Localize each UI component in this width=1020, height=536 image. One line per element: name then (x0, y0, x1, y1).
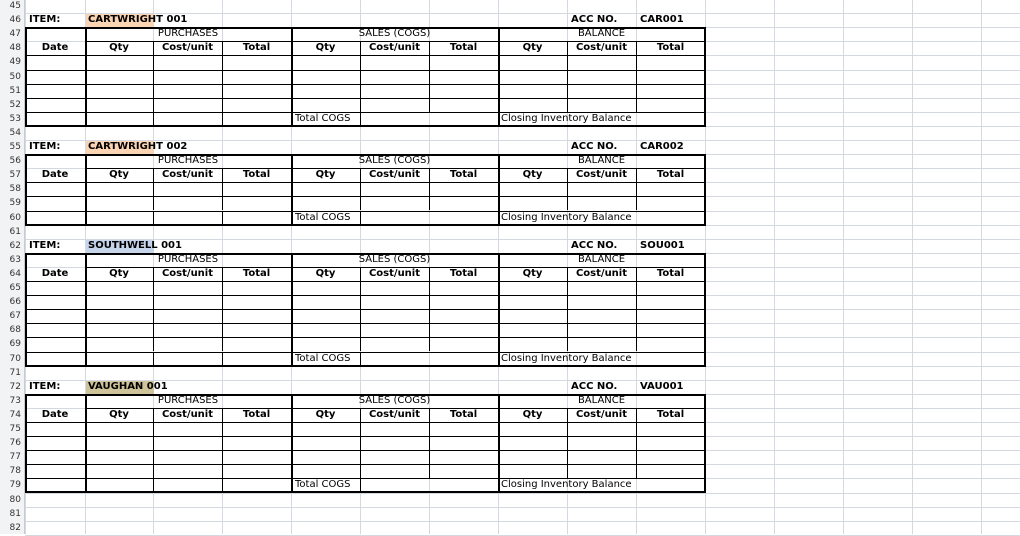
header-rule (25, 182, 705, 183)
qty-header: Qty (109, 42, 129, 54)
cost-unit-header: Cost/unit (368, 408, 421, 420)
row-number[interactable]: 67 (9, 311, 21, 322)
acc-no-label: ACC NO. (571, 141, 618, 152)
row-rule (25, 196, 705, 197)
total-header: Total (656, 42, 685, 54)
qty-header: Qty (315, 267, 336, 279)
closing-balance-label: Closing Inventory Balance (501, 112, 632, 124)
purchases-header: PURCHASES (157, 253, 219, 265)
row-number[interactable]: 77 (9, 452, 21, 463)
cost-unit-header: Cost/unit (575, 267, 628, 279)
row-number[interactable]: 48 (9, 43, 21, 54)
row-number[interactable]: 71 (9, 367, 21, 378)
cost-unit-header: Cost/unit (368, 267, 421, 279)
column-divider (360, 352, 361, 366)
row-number[interactable]: 62 (9, 240, 21, 251)
cost-unit-header: Cost/unit (368, 42, 421, 54)
purchases-header: PURCHASES (157, 394, 219, 406)
balance-header: BALANCE (577, 394, 626, 406)
sales-header: SALES (COGS) (358, 28, 431, 40)
total-header: Total (242, 169, 271, 181)
row-number[interactable]: 56 (9, 156, 21, 167)
closing-balance-label: Closing Inventory Balance (501, 211, 632, 223)
item-label: ITEM: (29, 380, 61, 392)
column-divider (153, 211, 154, 225)
row-gridline (25, 521, 1020, 522)
row-number[interactable]: 65 (9, 283, 21, 293)
row-rule (25, 309, 705, 310)
closing-balance-label: Closing Inventory Balance (501, 479, 632, 491)
purchases-header: PURCHASES (157, 28, 219, 40)
row-rule (25, 70, 705, 71)
item-label: ITEM: (29, 14, 61, 26)
row-rule (25, 337, 705, 338)
acc-no-value[interactable]: CAR002 (640, 141, 684, 152)
row-number[interactable]: 52 (9, 99, 21, 110)
row-rule (25, 450, 705, 451)
row-number[interactable]: 55 (9, 142, 21, 152)
item-label: ITEM: (29, 239, 61, 251)
row-gridline (25, 380, 1020, 381)
column-divider (222, 478, 223, 492)
cost-unit-header: Cost/unit (161, 267, 214, 279)
row-number[interactable]: 79 (9, 480, 21, 491)
row-number[interactable]: 82 (9, 522, 21, 533)
row-number[interactable]: 61 (9, 226, 21, 237)
total-cogs-label: Total COGS (295, 112, 351, 124)
column-divider (360, 478, 361, 492)
row-number[interactable]: 78 (9, 466, 21, 477)
column-divider (222, 112, 223, 126)
qty-header: Qty (315, 408, 336, 420)
balance-header: BALANCE (577, 253, 626, 265)
acc-no-value[interactable]: SOU001 (640, 239, 685, 251)
date-header: Date (41, 267, 69, 279)
row-gridline (25, 507, 1020, 508)
cost-unit-header: Cost/unit (161, 408, 214, 420)
cost-unit-header: Cost/unit (368, 169, 421, 181)
row-number[interactable]: 57 (9, 170, 21, 181)
balance-header: BALANCE (577, 155, 626, 167)
row-number[interactable]: 54 (9, 127, 21, 138)
qty-header: Qty (109, 408, 129, 420)
total-cogs-label: Total COGS (295, 352, 351, 364)
row-number[interactable]: 72 (9, 381, 21, 392)
cost-unit-header: Cost/unit (575, 169, 628, 181)
total-header: Total (656, 408, 685, 420)
item-name[interactable]: VAUGHAN 001 (88, 380, 168, 392)
row-number[interactable]: 75 (9, 424, 21, 434)
row-number[interactable]: 46 (9, 15, 21, 26)
qty-header: Qty (522, 169, 543, 181)
row-number[interactable]: 60 (9, 212, 21, 223)
row-number[interactable]: 59 (9, 198, 21, 209)
row-rule (25, 323, 705, 324)
item-label: ITEM: (29, 141, 61, 152)
row-number[interactable]: 53 (9, 113, 21, 124)
sales-header: SALES (COGS) (358, 253, 431, 265)
row-number[interactable]: 81 (9, 508, 21, 519)
qty-header: Qty (315, 42, 336, 54)
qty-header: Qty (315, 169, 336, 181)
row-number[interactable]: 80 (9, 494, 21, 505)
total-header: Total (656, 169, 685, 181)
cost-unit-header: Cost/unit (575, 408, 628, 420)
sales-header: SALES (COGS) (358, 394, 431, 406)
row-number[interactable]: 47 (9, 29, 21, 40)
acc-no-value[interactable]: VAU001 (640, 380, 684, 392)
row-number[interactable]: 50 (9, 71, 21, 82)
total-header: Total (449, 42, 478, 54)
cost-unit-header: Cost/unit (161, 42, 214, 54)
row-number[interactable]: 66 (9, 297, 21, 308)
item-name[interactable]: SOUTHWELL 001 (88, 239, 182, 251)
column-divider (222, 352, 223, 366)
date-header: Date (41, 169, 69, 181)
item-name[interactable]: CARTWRIGHT 002 (88, 141, 188, 152)
total-header: Total (449, 267, 478, 279)
cost-unit-header: Cost/unit (161, 169, 214, 181)
closing-balance-label: Closing Inventory Balance (501, 352, 632, 364)
total-header: Total (449, 408, 478, 420)
balance-header: BALANCE (577, 28, 626, 40)
column-divider (153, 478, 154, 492)
sales-header: SALES (COGS) (358, 155, 431, 167)
total-header: Total (242, 42, 271, 54)
item-name[interactable]: CARTWRIGHT 001 (88, 14, 188, 26)
column-divider (360, 112, 361, 126)
column-divider (360, 211, 361, 225)
header-rule (25, 422, 705, 423)
row-number[interactable]: 68 (9, 325, 21, 336)
row-number[interactable]: 64 (9, 268, 21, 279)
row-number[interactable]: 70 (9, 353, 21, 364)
row-number[interactable]: 45 (9, 1, 21, 11)
row-rule (25, 84, 705, 85)
row-rule (25, 98, 705, 99)
row-number[interactable]: 63 (9, 254, 21, 265)
column-divider (222, 211, 223, 225)
cost-unit-header: Cost/unit (575, 42, 628, 54)
date-header: Date (41, 408, 69, 420)
total-header: Total (242, 408, 271, 420)
qty-header: Qty (109, 169, 129, 181)
row-number[interactable]: 51 (9, 85, 21, 96)
qty-header: Qty (522, 42, 543, 54)
column-divider (153, 112, 154, 126)
total-cogs-label: Total COGS (295, 479, 351, 491)
acc-no-label: ACC NO. (571, 380, 618, 392)
date-header: Date (41, 42, 69, 54)
row-number[interactable]: 73 (9, 395, 21, 406)
row-number[interactable]: 74 (9, 409, 21, 420)
row-number[interactable]: 49 (9, 57, 21, 68)
acc-no-label: ACC NO. (571, 239, 618, 251)
total-cogs-label: Total COGS (295, 211, 351, 223)
header-rule (25, 281, 705, 282)
row-rule (25, 464, 705, 465)
row-rule (25, 295, 705, 296)
qty-header: Qty (109, 267, 129, 279)
total-header: Total (242, 267, 271, 279)
qty-header: Qty (522, 408, 543, 420)
row-number[interactable]: 58 (9, 184, 21, 195)
column-divider (153, 352, 154, 366)
acc-no-label: ACC NO. (571, 14, 618, 26)
total-header: Total (656, 267, 685, 279)
acc-no-value[interactable]: CAR001 (640, 14, 684, 26)
header-rule (25, 55, 705, 56)
row-rule (25, 436, 705, 437)
row-number[interactable]: 76 (9, 438, 21, 449)
row-number[interactable]: 69 (9, 339, 21, 350)
purchases-header: PURCHASES (157, 155, 219, 167)
qty-header: Qty (522, 267, 543, 279)
total-header: Total (449, 169, 478, 181)
